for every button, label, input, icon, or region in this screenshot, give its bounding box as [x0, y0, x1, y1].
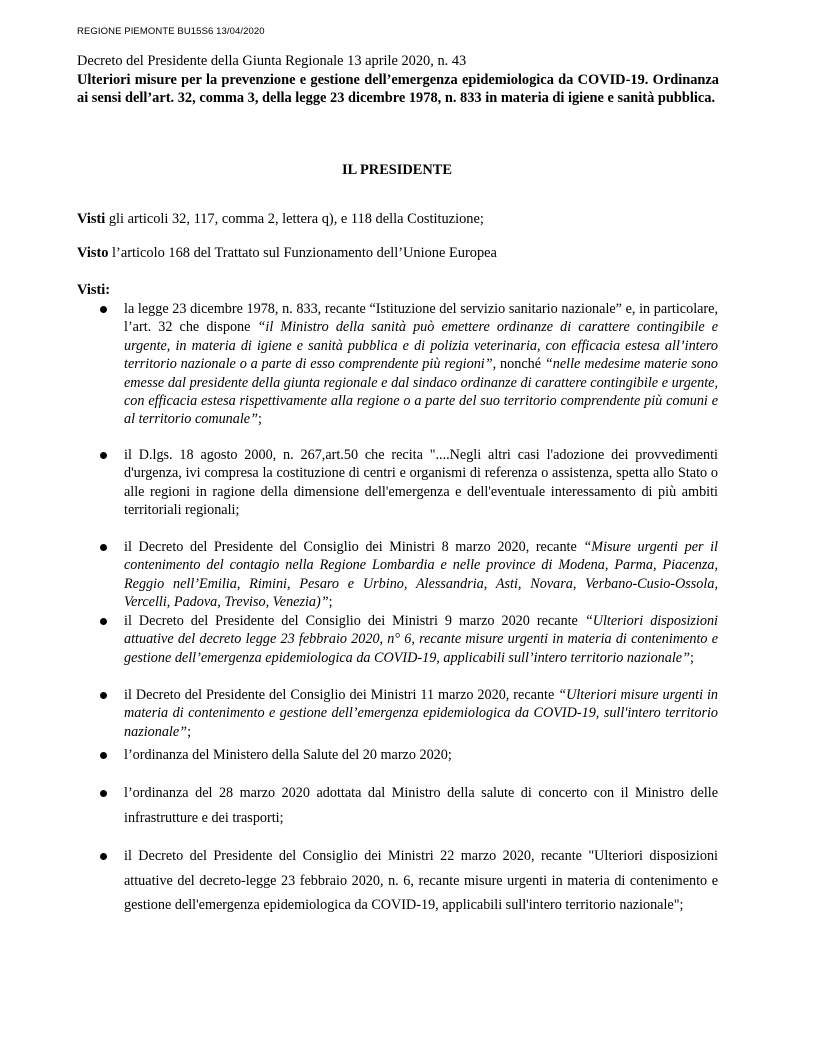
visto-trattato-text: l’articolo 168 del Trattato sul Funzionamento dell’Unione Europea	[108, 245, 497, 261]
item-text: il Decreto del Presidente del Consiglio dei Ministri 9 marzo 2020 recante	[124, 613, 585, 629]
decree-subject: Ulteriori misure per la prevenzione e gestione dell’emergenza epidemiologica da COVID-19. Ordinanza ai sensi dell’art. 32, comma 3, della legge 23 dicembre 1978, n. 833 in materia di igiene e sanità pubblica.	[77, 71, 719, 107]
item-text: la legge 23 dicembre 1978, n. 833, recante “Istituzione del servizio sanitario nazionale” e, in particolare, l’art. 32 che dispone	[124, 301, 718, 336]
bullet-icon	[100, 618, 107, 625]
bullet-icon	[100, 544, 107, 551]
bullet-icon	[100, 790, 107, 797]
bulletin-header: REGIONE PIEMONTE BU15S6 13/04/2020	[77, 26, 265, 37]
item-text: l’ordinanza del 28 marzo 2020 adottata dal Ministro della salute di concerto con il Ministro delle infrastrutture e dei trasporti;	[124, 785, 718, 826]
item-text: ;	[258, 411, 262, 428]
item-quote: “Ulteriori misure urgenti in materia di contenimento e gestione dell’emergenza epidemiologica da COVID-19, sull'intero territorio nazionale”	[124, 687, 719, 740]
item-text: il Decreto del Presidente del Consiglio dei Ministri 11 marzo 2020, recante	[124, 687, 559, 703]
visti-costituzione-text: gli articoli 32, 117, comma 2, lettera q), e 118 della Costituzione;	[105, 211, 484, 227]
decree-title-block	[77, 52, 719, 108]
bullet-icon	[100, 853, 107, 860]
list-item	[124, 781, 718, 830]
visti-costituzione	[77, 210, 719, 228]
list-item	[124, 844, 718, 918]
bullet-icon	[100, 692, 107, 699]
item-text: il Decreto del Presidente del Consiglio dei Ministri 8 marzo 2020, recante	[124, 539, 584, 555]
visto-trattato	[77, 244, 719, 262]
visto-lead: Visto	[77, 245, 109, 261]
item-text: ;	[328, 594, 333, 611]
bullet-icon	[100, 306, 107, 313]
item-text: l’ordinanza del Ministero della Salute del 20 marzo 2020;	[124, 747, 452, 763]
page-heading: IL PRESIDENTE	[342, 162, 452, 178]
list-item	[124, 746, 718, 764]
item-quote: “nelle medesime materie sono emesse dal presidente della giunta regionale e dal sindaco ordinanze di carattere contingibile e urgente, con efficacia estesa rispettivamente alla regione o a parte del suo territorio comprendente più comuni e al territorio comunale”	[124, 356, 718, 428]
item-quote: “Ulteriori disposizioni attuative del decreto legge 23 febbraio 2020, n° 6, recante misure urgenti in materia di contenimento e gestione dell’emergenza epidemiologica da COVID-19, applicabili sull’intero territorio nazionale”	[124, 613, 718, 666]
item-text: nonché	[496, 356, 545, 373]
item-text: il Decreto del Presidente del Consiglio dei Ministri 22 marzo 2020, recante "Ulteriori disposizioni attuative del decreto-legge 23 febbraio 2020, n. 6, recante misure urgenti in materia di contenimento e gestione dell'emergenza epidemiologica da COVID-19, applicabili sull'intero territorio nazionale";	[124, 848, 718, 914]
visti-lead: Visti	[77, 211, 106, 227]
list-item	[124, 446, 718, 520]
item-quote: “Misure urgenti per il contenimento del contagio nella Regione Lombardia e nelle province di Modena, Parma, Piacenza, Reggio nell’Emilia, Rimini, Pesaro e Urbino, Alessandria, Asti, Novara, Verbano-Cusio-Ossola, Vercelli, Padova, Treviso, Venezia)”	[124, 539, 718, 611]
bullet-icon	[100, 452, 107, 459]
visti-label: Visti:	[77, 282, 111, 298]
decree-reference: Decreto del Presidente della Giunta Regionale 13 aprile 2020, n. 43	[77, 53, 467, 69]
item-quote: “il Ministro della sanità può emettere ordinanze di carattere contingibile e urgente, in materia di igiene e sanità pubblica e di polizia veterinaria, con efficacia estesa all’intero territorio nazionale o a parte di esso comprendente più regioni”,	[124, 319, 719, 373]
item-text: ;	[187, 723, 192, 740]
list-item	[124, 538, 718, 612]
list-item	[124, 612, 718, 667]
list-item	[124, 300, 718, 429]
item-text: ;	[689, 649, 694, 666]
bullet-icon	[100, 752, 107, 759]
item-text: il D.lgs. 18 agosto 2000, n. 267,art.50 che recita "....Negli altri casi l'adozione dei provvedimenti d'urgenza, ivi compresa la costituzione di centri e organismi di referenza o assistenza, spetta allo Stato o alle regioni in ragione della dimensione dell'emergenza e dell'eventuale interessamento di più ambiti territoriali regionali;	[124, 447, 718, 519]
list-item	[124, 686, 718, 741]
